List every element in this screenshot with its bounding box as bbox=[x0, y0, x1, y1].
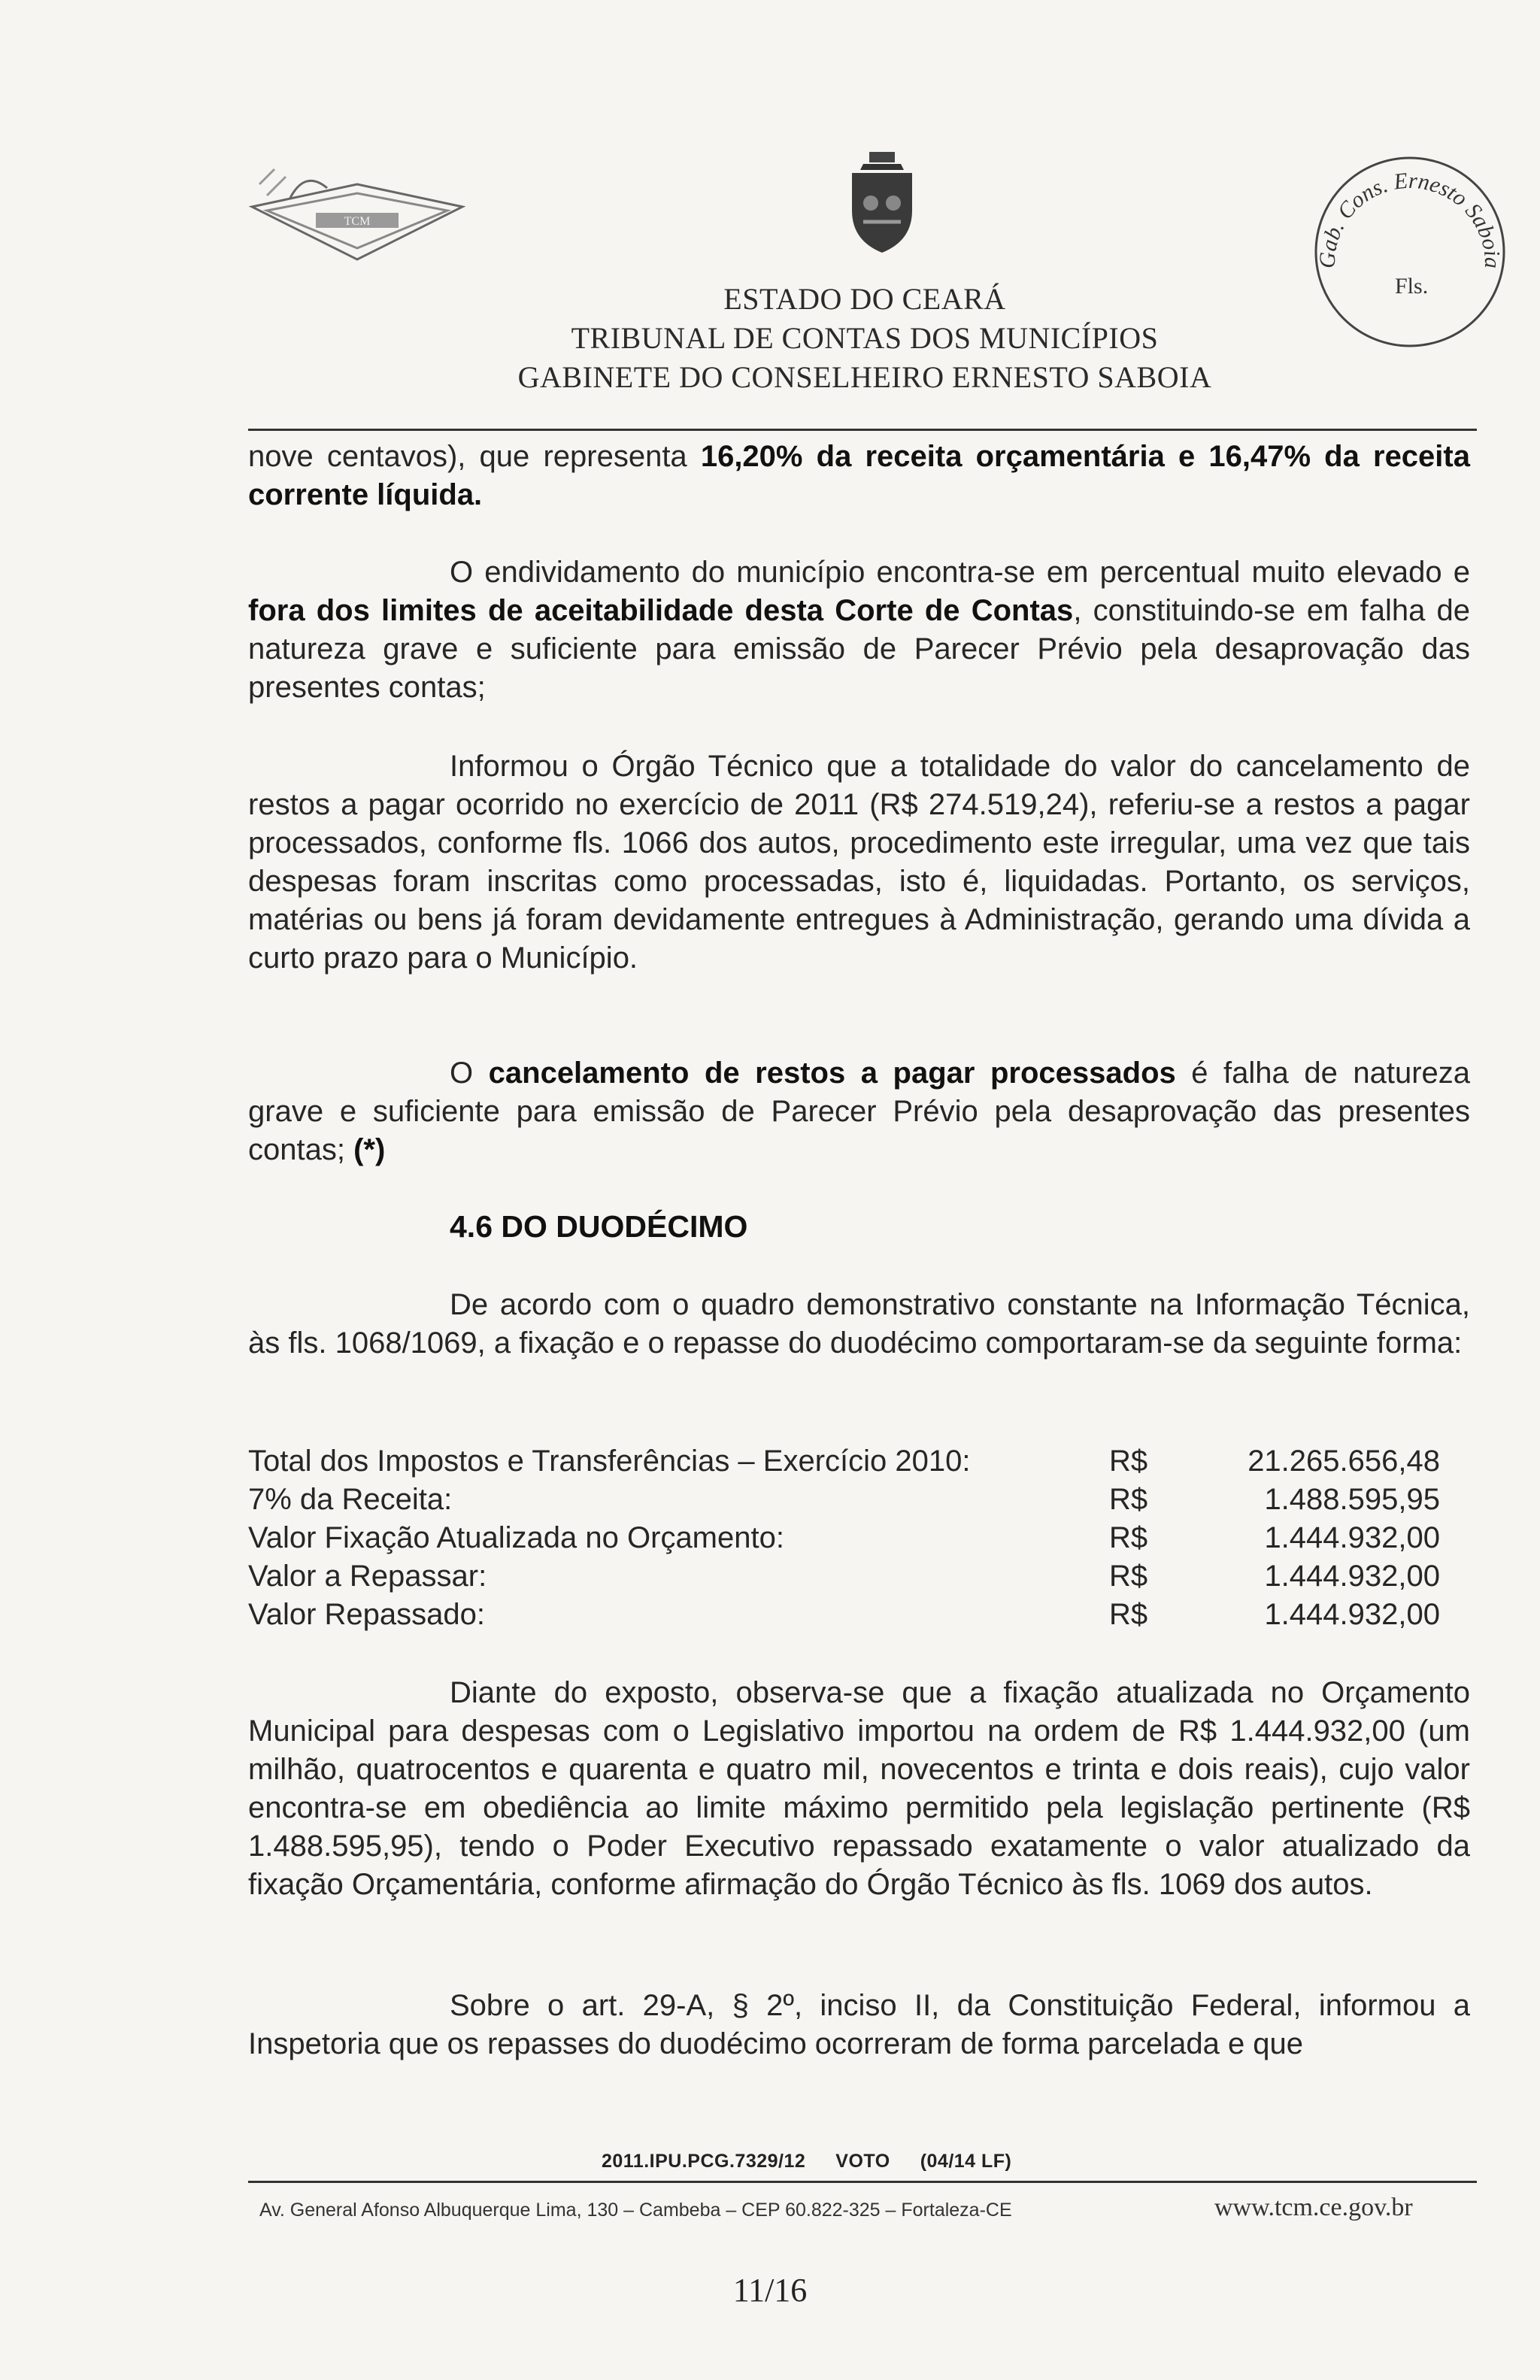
process-number: 2011.IPU.PCG.7329/12 bbox=[602, 2151, 806, 2172]
stamp-text: Gab. Cons. Ernesto Saboia bbox=[1314, 168, 1505, 269]
row-value: 1.444.932,00 bbox=[1264, 1521, 1440, 1554]
footer-url[interactable]: www.tcm.ce.gov.br bbox=[1214, 2194, 1413, 2221]
duodecimo-table bbox=[248, 1442, 1466, 1634]
paragraph-5 bbox=[248, 1286, 1470, 1363]
row-value: 1.444.932,00 bbox=[1264, 1560, 1440, 1593]
section-title: 4.6 DO DUODÉCIMO bbox=[450, 1209, 748, 1244]
p6-text: Diante do exposto, observa-se que a fixação atualizada no Orçamento Municipal para despesas com o Legislativo importou na ordem de R$ 1.444.932,00 (um milhão, quatrocentos e quarenta e quatro mil, novecentos e trinta e dois reais), cujo valor encontra-se em obediência ao limite máximo permitido pela legislação pertinente (R$ 1.488.595,95), tendo o Poder Executivo repassado exatamente o valor atualizado da fixação Orçamentária, conforme afirmação do Órgão Técnico às fls. 1069 dos autos. bbox=[248, 1676, 1470, 1901]
row-label: Total dos Impostos e Transferências – Exercício 2010: bbox=[248, 1445, 971, 1478]
table-row bbox=[248, 1481, 1466, 1519]
p4-text-b: é falha de natureza grave e suficiente para emissão de Parecer Prévio pela desaprovação das presentes contas; bbox=[248, 1057, 1470, 1166]
municipal-logo-icon bbox=[244, 154, 470, 282]
office-stamp bbox=[1297, 139, 1523, 365]
page-reference: (04/14 LF) bbox=[920, 2151, 1012, 2172]
row-currency: R$ bbox=[1109, 1560, 1148, 1593]
stamp-label: Fls. bbox=[1395, 274, 1429, 299]
paragraph-4 bbox=[248, 1054, 1470, 1169]
page-number: 11/16 bbox=[732, 2272, 808, 2309]
p2-bold: fora dos limites de aceitabilidade desta Corte de Contas bbox=[248, 594, 1074, 627]
footer-reference bbox=[602, 2151, 1041, 2172]
table-row bbox=[248, 1519, 1466, 1557]
header-state: ESTADO DO CEARÁ bbox=[723, 282, 1006, 316]
table-row bbox=[248, 1557, 1466, 1596]
footer-address: Av. General Afonso Albuquerque Lima, 130 – Cambeba – CEP 60.822-325 – Fortaleza-CE bbox=[259, 2200, 1012, 2221]
p4-note-mark: (*) bbox=[353, 1133, 386, 1166]
p2-text-a: O endividamento do município encontra-se em percentual muito elevado e bbox=[450, 556, 1470, 589]
p7-text: Sobre o art. 29-A, § 2º, inciso II, da Constituição Federal, informou a Inspetoria que os repasses do duodécimo ocorreram de forma parcelada e que bbox=[248, 1989, 1470, 2060]
row-value: 1.444.932,00 bbox=[1264, 1598, 1440, 1631]
p5-text: De acordo com o quadro demonstrativo constante na Informação Técnica, às fls. 1068/1069, a fixação e o repasse do duodécimo comportaram-se da seguinte forma: bbox=[248, 1288, 1470, 1360]
paragraph-7 bbox=[248, 1987, 1470, 2063]
header-court: TRIBUNAL DE CONTAS DOS MUNICÍPIOS bbox=[571, 321, 1159, 355]
svg-text:TCM: TCM bbox=[344, 215, 371, 228]
header-office: GABINETE DO CONSELHEIRO ERNESTO SABOIA bbox=[517, 360, 1212, 394]
p1-text: nove centavos), que representa bbox=[248, 440, 701, 473]
row-currency: R$ bbox=[1109, 1521, 1148, 1554]
paragraph-2 bbox=[248, 553, 1470, 707]
svg-text:Gab. Cons. Ernesto Saboia bbox=[1315, 168, 1505, 269]
row-value: 1.488.595,95 bbox=[1264, 1483, 1440, 1516]
document-type: VOTO bbox=[835, 2151, 890, 2172]
row-label: 7% da Receita: bbox=[248, 1483, 453, 1516]
state-crest-icon bbox=[841, 150, 923, 256]
row-value: 21.265.656,48 bbox=[1247, 1445, 1440, 1478]
row-label: Valor Fixação Atualizada no Orçamento: bbox=[248, 1521, 784, 1554]
p1-bold: 16,20% da receita orçamentária e 16,47% da receita corrente líquida. bbox=[248, 440, 1470, 511]
row-label: Valor a Repassar: bbox=[248, 1560, 487, 1593]
footer-divider bbox=[248, 2181, 1477, 2183]
paragraph-3 bbox=[248, 747, 1470, 978]
row-currency: R$ bbox=[1109, 1483, 1148, 1516]
p2-text-b: , constituindo-se em falha de natureza grave e suficiente para emissão de Parecer Prévio pela desaprovação das presentes contas; bbox=[248, 594, 1471, 704]
paragraph-1 bbox=[248, 438, 1470, 514]
paragraph-6 bbox=[248, 1674, 1470, 1904]
row-label: Valor Repassado: bbox=[248, 1598, 485, 1631]
table-row bbox=[248, 1596, 1466, 1634]
row-currency: R$ bbox=[1109, 1445, 1148, 1478]
row-currency: R$ bbox=[1109, 1598, 1148, 1631]
table-row bbox=[248, 1442, 1466, 1481]
p3-text: Informou o Órgão Técnico que a totalidade do valor do cancelamento de restos a pagar ocorrido no exercício de 2011 (R$ 274.519,24), referiu-se a restos a pagar processados, conforme fls. 1066 dos autos, procedimento este irregular, uma vez que tais despesas foram inscritas como processadas, isto é, liquidadas. Portanto, os serviços, matérias ou bens já foram devidamente entregues à Administração, gerando uma dívida a curto prazo para o Município. bbox=[248, 750, 1470, 975]
header-divider bbox=[248, 429, 1477, 431]
p4-bold: cancelamento de restos a pagar processados bbox=[488, 1057, 1176, 1090]
p4-text-a: O bbox=[450, 1057, 489, 1090]
